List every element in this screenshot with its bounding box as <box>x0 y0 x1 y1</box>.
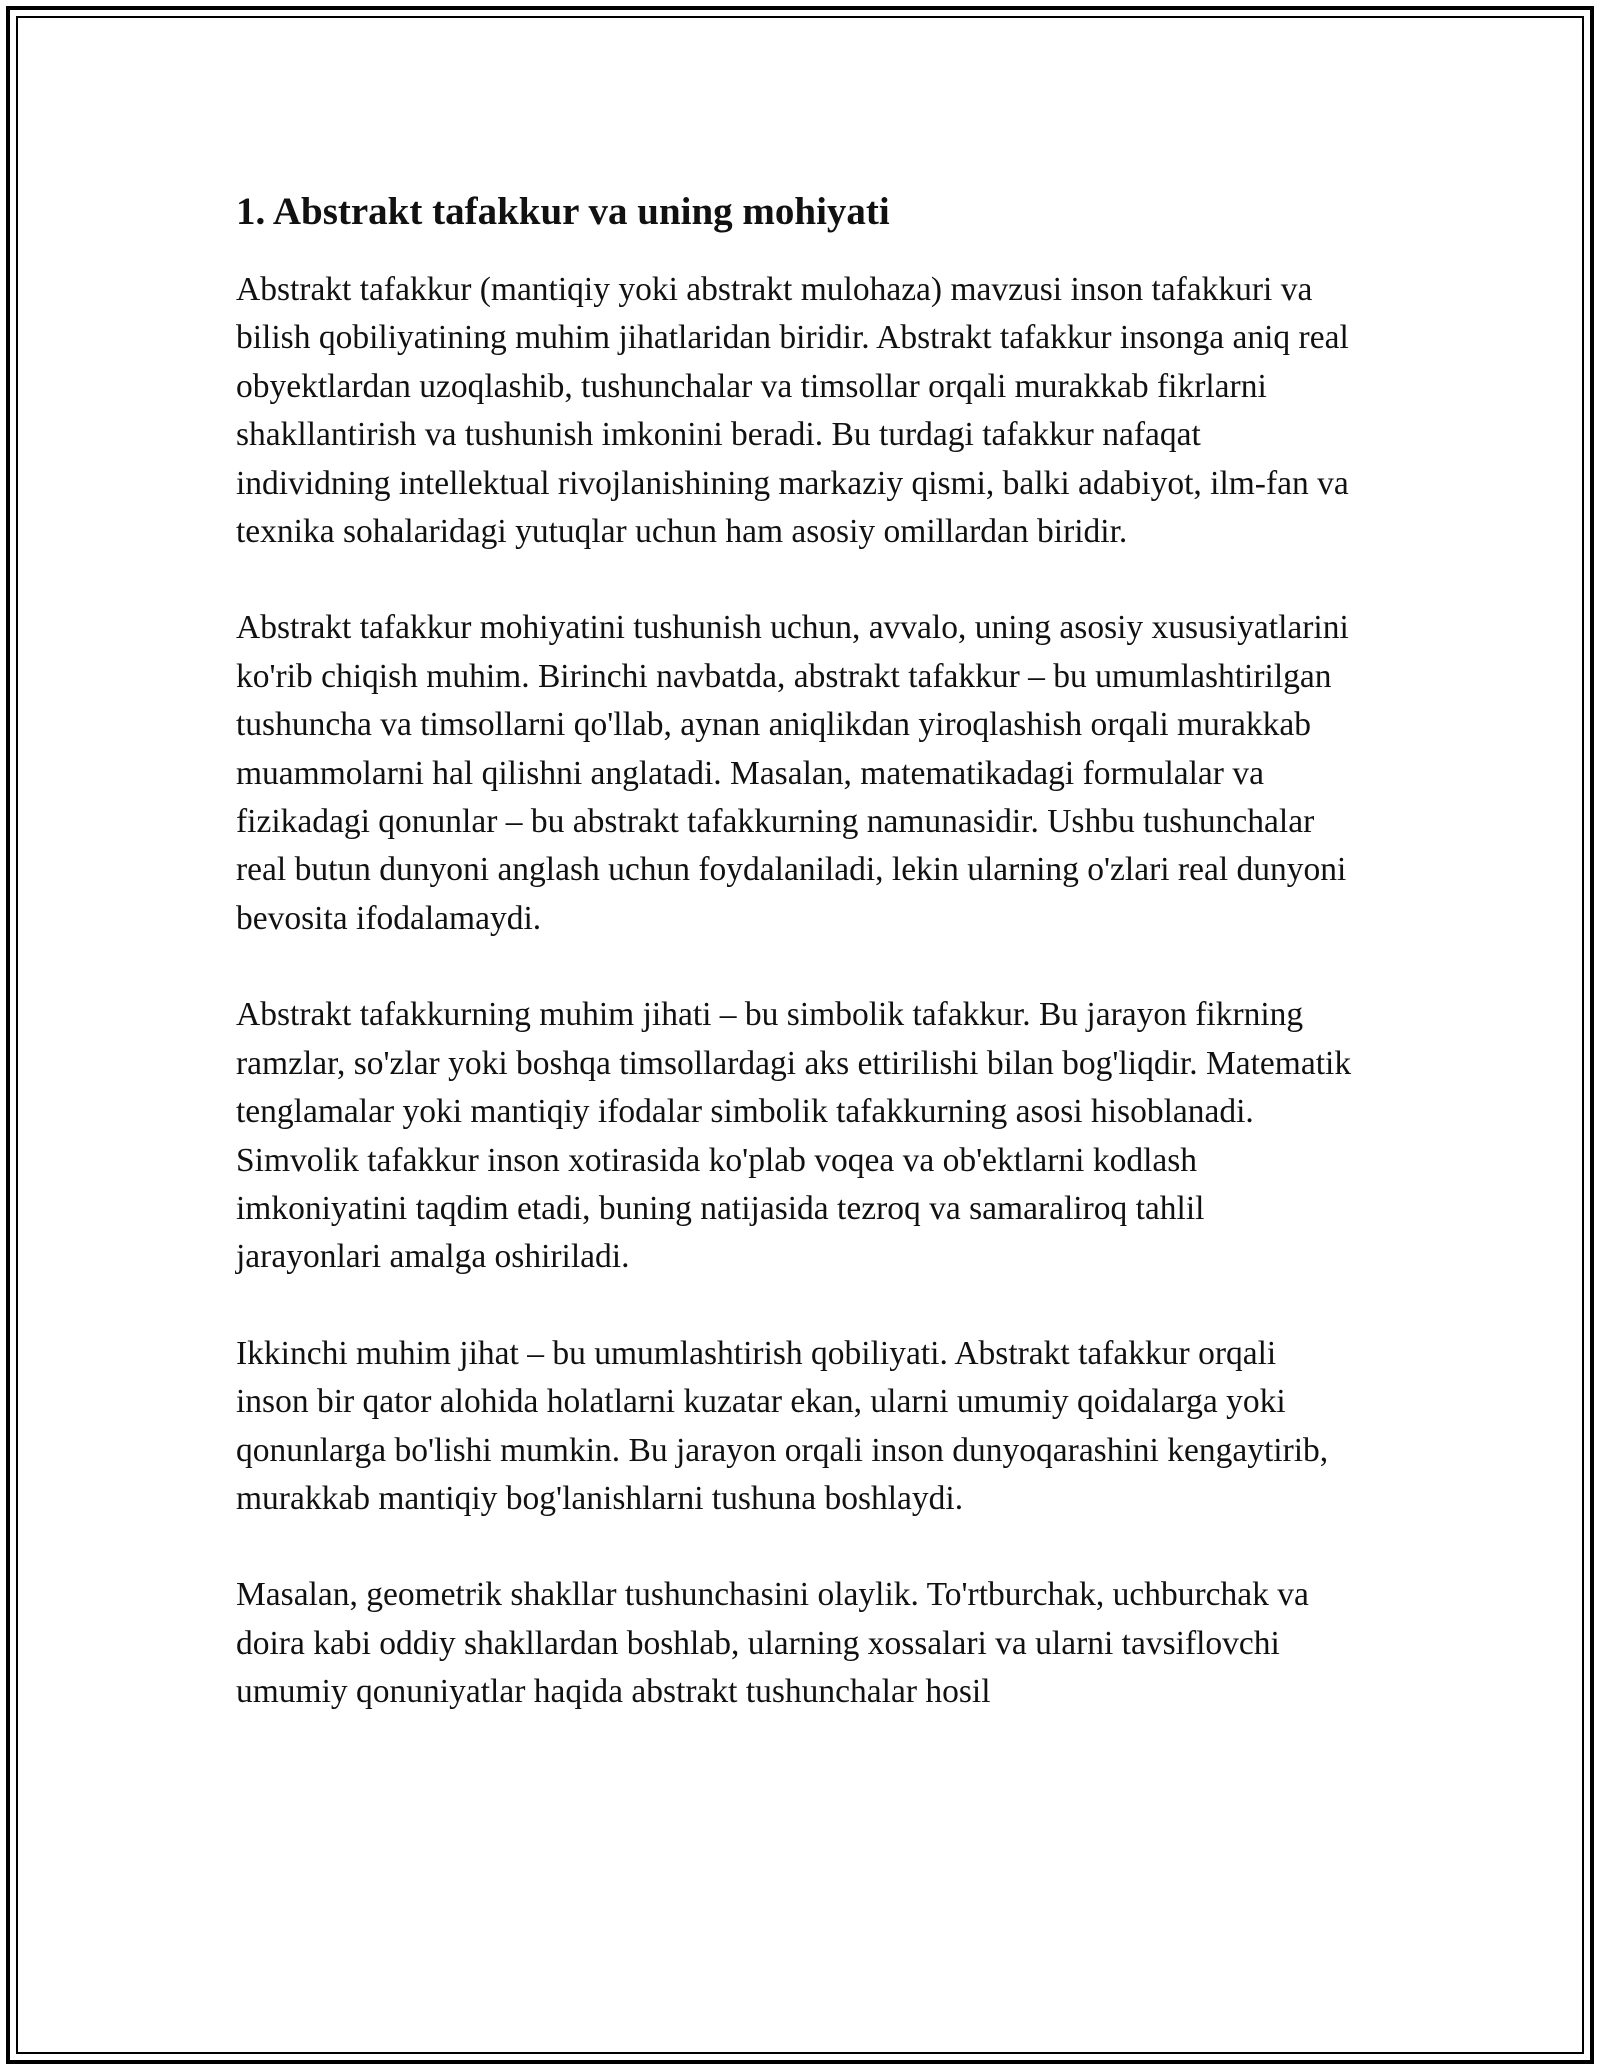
document-body <box>236 186 1356 1765</box>
paragraph-1: Abstrakt tafakkur (mantiqiy yoki abstrakt mulohaza) mavzusi inson tafakkuri va bilish qobiliyatining muhim jihatlaridan biridir. Abstrakt tafakkur insonga aniq real obyektlardan uzoqlashib, tushunchalar va timsollar orqali murakkab fikrlarni shakllantirish va tushunish imkonini beradi. Bu turdagi tafakkur nafaqat individning intellektual rivojlanishining markaziy qismi, balki adabiyot, ilm-fan va texnika sohalaridagi yutuqlar uchun ham asosiy omillardan biridir. <box>236 271 1349 551</box>
paragraph-4: Ikkinchi muhim jihat – bu umumlashtirish qobiliyati. Abstrakt tafakkur orqali inson bir qator alohida holatlarni kuzatar ekan, ularni umumiy qoidalarga yoki qonunlarga bo'lishi mumkin. Bu jarayon orqali inson dunyoqarashini kengaytirib, murakkab mantiqiy bog'lanishlarni tushuna boshlaydi. <box>236 1334 1329 1517</box>
paragraph-5: Masalan, geometrik shakllar tushunchasini olaylik. To'rtburchak, uchburchak va doira kabi oddiy shakllardan boshlab, ularning xossalari va ularni tavsiflovchi umumiy qonuniyatlar haqida abstrakt tushunchalar hosil <box>236 1576 1309 1711</box>
section-title: 1. Abstrakt tafakkur va uning mohiyati <box>236 190 890 233</box>
paragraph-3: Abstrakt tafakkurning muhim jihati – bu simbolik tafakkur. Bu jarayon fikrning ramzlar, so'zlar yoki boshqa timsollardagi aks ettirilishi bilan bog'liqdir. Matematik tenglamalar yoki mantiqiy ifodalar simbolik tafakkurning asosi hisoblanadi. Simvolik tafakkur inson xotirasida ko'plab voqea va ob'ektlarni kodlash imkoniyatini taqdim etadi, buning natijasida tezroq va samaraliroq tahlil jarayonlari amalga oshiriladi. <box>236 996 1352 1276</box>
paragraph-2: Abstrakt tafakkur mohiyatini tushunish uchun, avvalo, uning asosiy xususiyatlarini ko'rib chiqish muhim. Birinchi navbatda, abstrakt tafakkur – bu umumlashtirilgan tushuncha va timsollarni qo'llab, aynan aniqlikdan yiroqlashish orqali murakkab muammolarni hal qilishni anglatadi. Masalan, matematikadagi formulalar va fizikadagi qonunlar – bu abstrakt tafakkurning namunasidir. Ushbu tushunchalar real butun dunyoni anglash uchun foydalaniladi, lekin ularning o'zlari real dunyoni bevosita ifodalamaydi. <box>236 609 1349 937</box>
